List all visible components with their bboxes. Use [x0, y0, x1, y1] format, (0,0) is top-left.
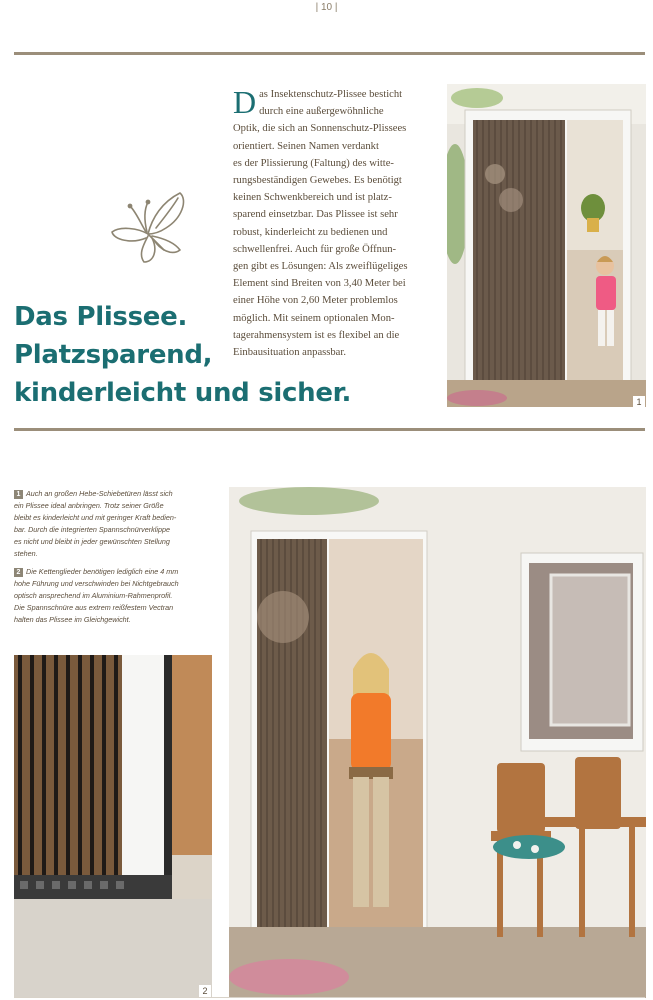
photo-badge-1: 1: [633, 396, 645, 408]
headline-line-3: kinderleicht und sicher.: [14, 378, 352, 408]
photo-plissee-door-child: [447, 84, 646, 407]
caption-1-line: 1 Auch an großen Hebe-Schiebetüren lässt sich: [14, 488, 214, 500]
body-line: es der Plissierung (Faltung) des witte-: [233, 157, 394, 169]
photo-plissee-door-terrace: [229, 487, 646, 998]
photo-chain-detail: [14, 655, 212, 998]
body-line: orientiert. Seinen Namen verdankt: [233, 140, 379, 152]
bottom-edge: [14, 997, 645, 998]
drop-cap: D: [233, 84, 257, 120]
caption-2-line: 2 Die Kettenglieder benötigen lediglich eine 4 mm: [14, 566, 214, 578]
caption-2-line: hohe Führung und verschwinden bei Nichtgebrauch: [14, 579, 179, 588]
headline-line-2: Platzsparend,: [14, 340, 213, 370]
body-line: gen gibt es Lösungen: Als zweiflügeliges: [233, 261, 408, 273]
caption-1-line: ein Plissee ideal anbringen. Trotz seiner Größe: [14, 501, 164, 510]
body-line: durch eine außergewöhnliche: [259, 106, 384, 118]
caption-1-line: stehen.: [14, 549, 38, 558]
caption-1-number: 1: [14, 490, 23, 499]
body-paragraph: [233, 86, 433, 361]
page-number: | 10 |: [315, 2, 338, 13]
body-line: as Insektenschutz-Plissee besticht: [259, 89, 403, 100]
caption-2-line: Die Spannschnüre aus extrem reißfestem Vectran: [14, 603, 174, 612]
body-line: tagerahmensystem ist es flexibel an die: [233, 329, 400, 341]
body-line: robust, kinderleicht zu bedienen und: [233, 226, 388, 238]
caption-2-line: halten das Plissee im Gleichgewicht.: [14, 615, 131, 624]
body-line: Einbausituation anpassbar.: [233, 347, 346, 359]
caption-1-line: bleibt es kinderleicht und mit geringer Kraft bedien-: [14, 513, 177, 522]
butterfly-icon: [108, 188, 192, 266]
body-line: möglich. Mit seinem optionalen Mon-: [233, 312, 395, 324]
photo-badge-2: 2: [199, 985, 211, 997]
body-line: Element sind Breiten von 3,40 Meter bei: [233, 278, 406, 290]
photo-captions: [14, 488, 214, 626]
body-line: rungsbeständigen Gewebes. Es benötigt: [233, 175, 402, 187]
body-line: keinen Schwenkbereich und ist platz-: [233, 192, 392, 204]
headline-line-1: Das Plissee.: [14, 302, 188, 332]
caption-2-number: 2: [14, 568, 23, 577]
middle-divider: [14, 428, 645, 431]
top-divider: [14, 52, 645, 55]
caption-1-line: es nicht und bleibt in jeder gewünschten Stellung: [14, 537, 170, 546]
caption-1-line: bar. Durch die integrierten Spannschnürverklippe: [14, 525, 170, 534]
body-line: einer Höhe von 2,60 Meter problemlos: [233, 295, 398, 307]
caption-2-line: optisch ansprechend im Aluminium-Rahmenprofil.: [14, 591, 173, 600]
body-line: schwellenfrei. Auch für große Öffnun-: [233, 243, 397, 255]
body-line: Optik, die sich an Sonnenschutz-Plissees: [233, 123, 407, 135]
body-line: sparend einsetzbar. Das Plissee ist sehr: [233, 209, 398, 221]
